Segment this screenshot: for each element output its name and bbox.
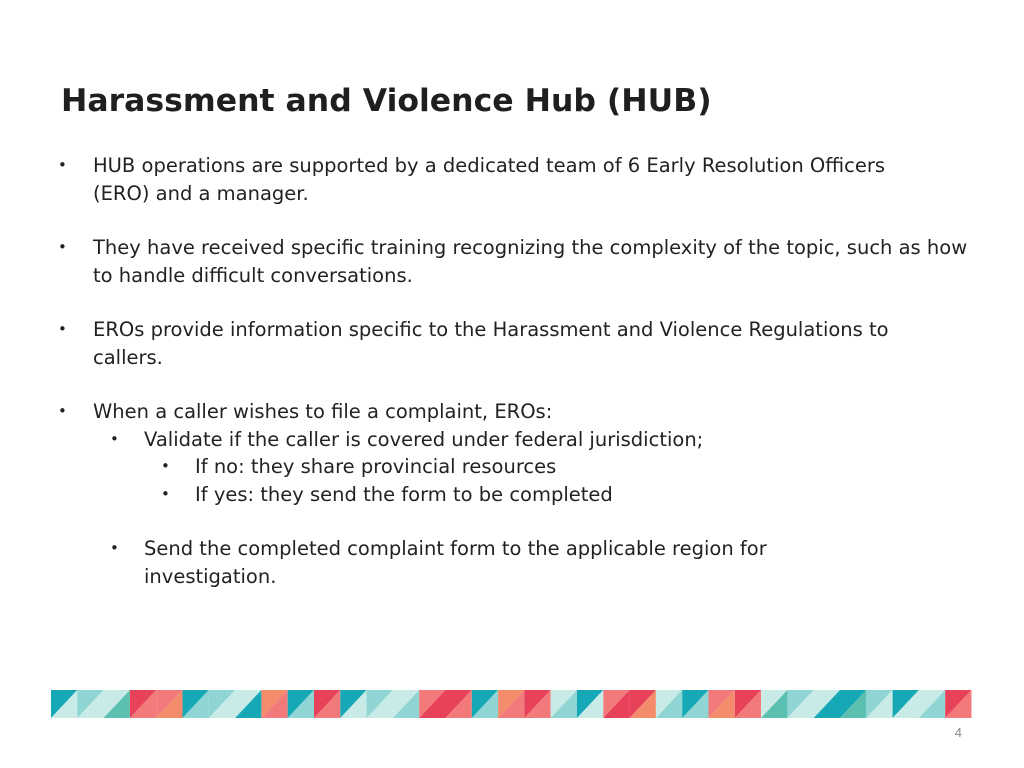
sub-bullet-item [0,535,1024,590]
bullet-item [0,398,1024,426]
bullet-text: If yes: they send the form to be completed [195,482,613,506]
bullet-item [0,152,1024,207]
decorative-triangle-band [51,690,973,718]
bullet-dot: • [58,238,67,256]
bullet-text: They have received specific training recognizing the complexity of the topic, such as how to handle difficult conversations. [93,236,968,287]
page-number: 4 [954,725,962,740]
bullet-dot: • [58,156,67,174]
sub-sub-bullet-item [0,481,1024,509]
bullet-dot: • [161,484,170,503]
bullet-text: Send the completed complaint form to the applicable region for investigation. [144,537,767,588]
bullet-text: EROs provide information specific to the Harassment and Violence Regulations to callers. [93,318,889,369]
bullet-dot: • [110,539,119,557]
sub-sub-bullet-item [0,453,1024,481]
bullet-item [0,234,1024,289]
bullet-text: Validate if the caller is covered under federal jurisdiction; [144,427,704,451]
bullet-dot: • [58,402,67,420]
bullet-dot: • [110,429,119,448]
bullet-list [0,152,1024,590]
bullet-dot: • [58,320,67,338]
triangle-pattern-graphic [51,690,973,718]
bullet-dot: • [161,457,170,475]
bullet-text: If no: they share provincial resources [195,455,557,478]
slide-title: Harassment and Violence Hub (HUB) [61,83,712,119]
bullet-text: When a caller wishes to file a complaint, EROs: [93,400,553,423]
bullet-text: HUB operations are supported by a dedicated team of 6 Early Resolution Officers (ERO) and a manager. [93,154,886,205]
sub-bullet-item [0,426,1024,454]
bullet-item [0,316,1024,371]
